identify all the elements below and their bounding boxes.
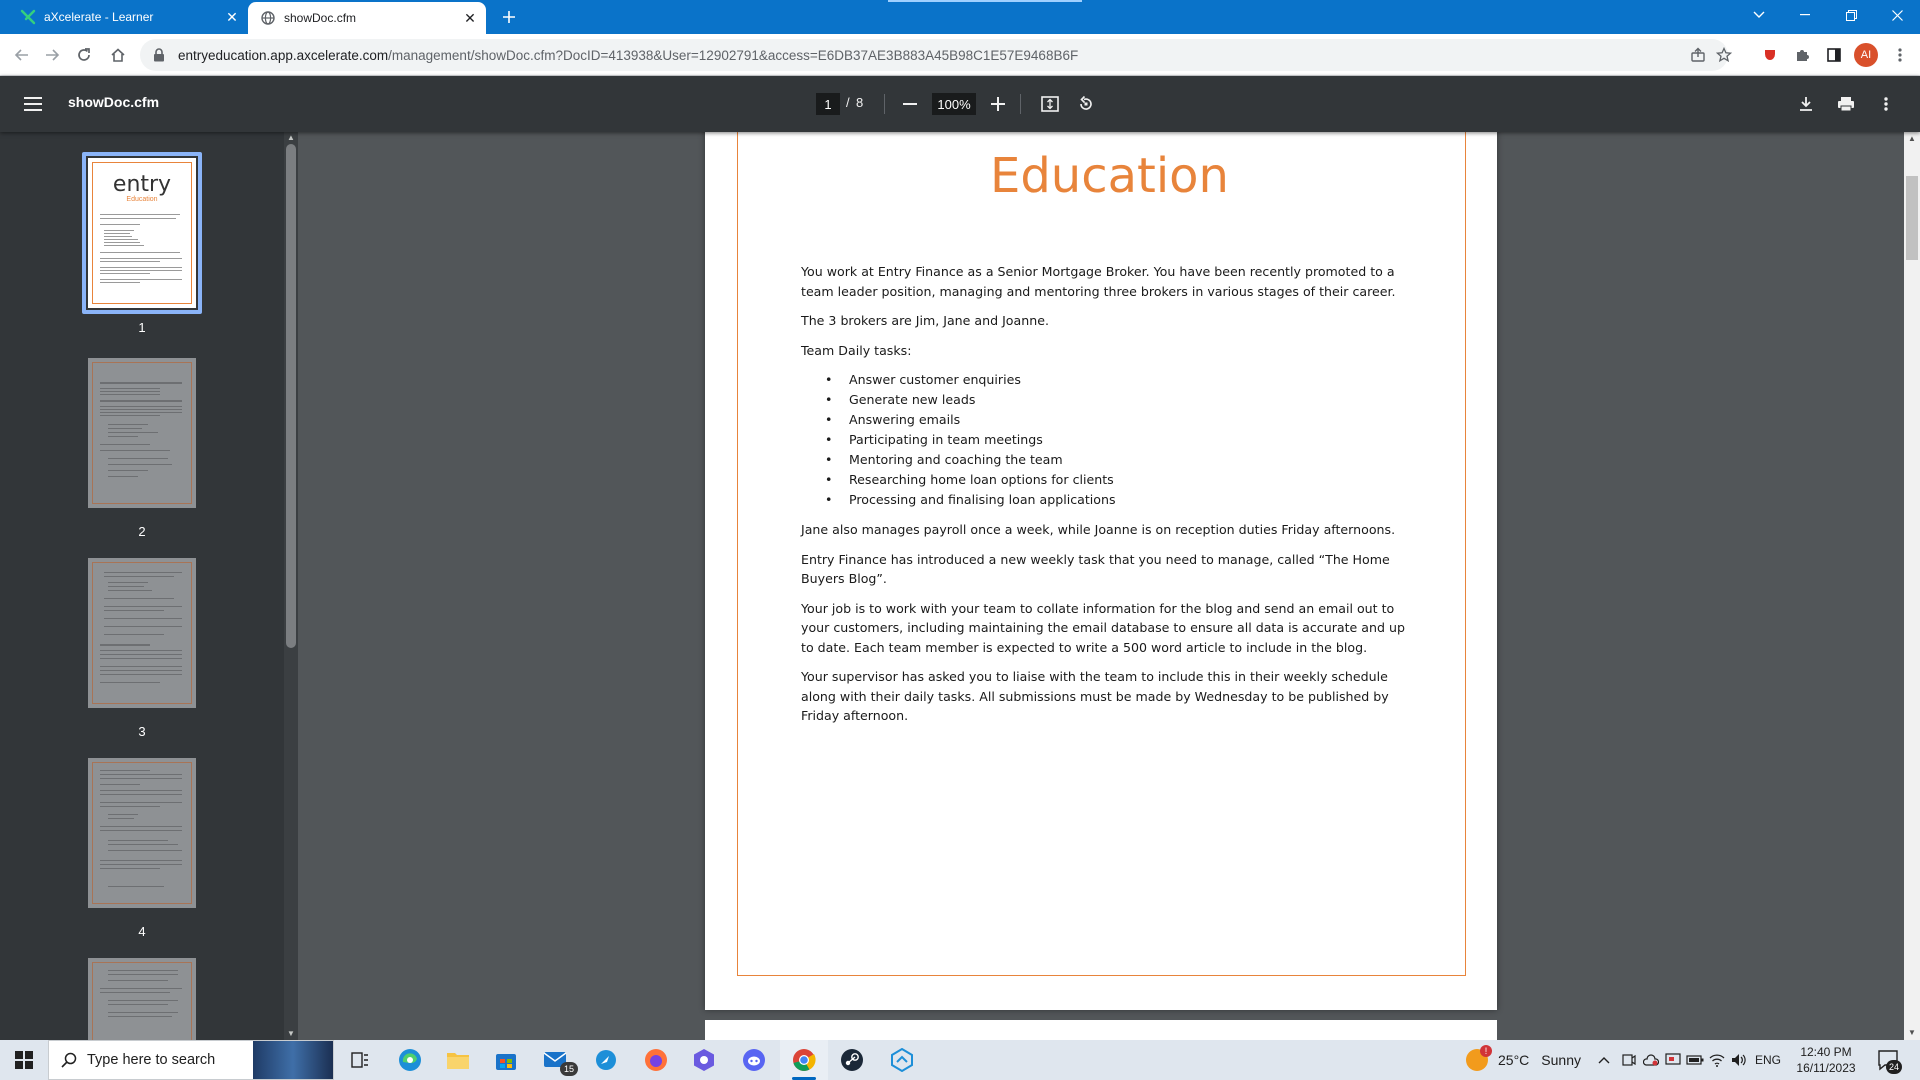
paragraph-blog-intro: Entry Finance has introduced a new weekly task that you need to manage, called “The Home Buyers Blog”. — [801, 551, 1390, 586]
thumbnail-page-3[interactable] — [88, 558, 196, 708]
close-icon[interactable]: ✕ — [464, 9, 476, 26]
paragraph-brokers: The 3 brokers are Jim, Jane and Joanne. — [801, 313, 1049, 328]
scroll-up-arrow-icon[interactable]: ▲ — [1908, 134, 1916, 143]
zoom-level-input[interactable]: 100% — [932, 93, 976, 115]
meet-now-icon[interactable] — [1618, 1040, 1640, 1080]
divider — [1020, 94, 1021, 114]
weather-widget[interactable] — [1466, 1040, 1581, 1080]
scroll-up-arrow-icon[interactable]: ▲ — [287, 133, 295, 142]
clock-date: 16/11/2023 — [1796, 1061, 1856, 1075]
tab-showdoc[interactable] — [248, 2, 486, 34]
thumbnail-number: 2 — [138, 524, 146, 539]
fit-to-page-icon[interactable] — [1036, 90, 1064, 118]
list-item: • Generate new leads — [849, 390, 1421, 410]
chrome-icon[interactable] — [780, 1040, 828, 1080]
reload-button[interactable] — [70, 41, 98, 69]
list-item: • Mentoring and coaching the team — [849, 450, 1421, 470]
pdf-more-menu-icon[interactable] — [1872, 90, 1900, 118]
restore-button[interactable] — [1828, 0, 1874, 30]
extension-shield-icon[interactable] — [1756, 41, 1784, 69]
thumbnail-page-5[interactable] — [88, 958, 196, 1040]
close-icon[interactable]: ✕ — [226, 8, 238, 25]
discord-icon[interactable] — [730, 1040, 778, 1080]
weather-condition: Sunny — [1541, 1052, 1581, 1068]
hamburger-menu-icon[interactable] — [20, 92, 46, 116]
document-title: showDoc.cfm — [68, 94, 160, 110]
paragraph-job: Your job is to work with your team to collate information for the blog and send an email out to your customers, including maintaining the email database to ensure all data is accurate and up to date. Each team member is expected to write a 500 word article to include in the blog. — [801, 600, 1405, 655]
paragraph-intro: You work at Entry Finance as a Senior Mortgage Broker. You have been recently promoted to a team leader position, managing and mentoring three brokers in various stages of their career. — [801, 264, 1396, 299]
home-button[interactable] — [104, 41, 132, 69]
thumbnail-page-2[interactable] — [88, 358, 196, 508]
list-item: • Researching home loan options for clients — [849, 470, 1421, 490]
main-scrollbar-track[interactable] — [1904, 132, 1920, 1040]
list-item: • Processing and finalising loan applications — [849, 490, 1421, 510]
globe-icon — [260, 10, 276, 26]
mail-icon[interactable] — [532, 1040, 580, 1080]
search-icon — [61, 1052, 77, 1068]
task-view-icon[interactable] — [336, 1040, 384, 1080]
star-icon[interactable] — [1710, 41, 1738, 69]
minimize-button[interactable] — [1782, 0, 1828, 30]
logo-subtitle: Education — [990, 148, 1229, 204]
tab-strip-highlight — [888, 0, 1082, 2]
paragraph-payroll: Jane also manages payroll once a week, while Joanne is on reception duties Friday afternoons. — [801, 522, 1396, 537]
show-hidden-icons-chevron-icon[interactable] — [1592, 1040, 1616, 1080]
windows-start-button[interactable] — [0, 1040, 48, 1080]
search-placeholder: Type here to search — [87, 1052, 216, 1068]
thumbnail-page-4[interactable] — [88, 758, 196, 908]
list-item: • Participating in team meetings — [849, 430, 1421, 450]
edge-browser-icon[interactable] — [386, 1040, 434, 1080]
url-path: /management/showDoc.cfm?DocID=413938&User=12902791&access=E6DB37AE3B883A45B98C1E57E9468B6F — [388, 47, 1079, 63]
zoom-in-button[interactable] — [984, 90, 1012, 118]
zoom-out-button[interactable] — [896, 90, 924, 118]
blue-app-icon[interactable] — [878, 1040, 926, 1080]
sun-icon — [1466, 1046, 1488, 1071]
url-host: entryeducation.app.axcelerate.com — [178, 47, 389, 63]
list-item: • Answering emails — [849, 410, 1421, 430]
volume-icon[interactable] — [1728, 1040, 1750, 1080]
share-icon[interactable] — [1684, 41, 1712, 69]
firefox-icon[interactable] — [632, 1040, 680, 1080]
rotate-icon[interactable] — [1072, 90, 1100, 118]
main-scrollbar-thumb[interactable] — [1906, 176, 1918, 260]
microsoft-store-icon[interactable] — [482, 1040, 530, 1080]
mail-badge: 15 — [560, 1062, 578, 1076]
task-list — [849, 370, 1421, 510]
document-body — [801, 262, 1421, 736]
page-number-input[interactable]: 1 — [816, 93, 840, 115]
steam-icon[interactable] — [828, 1040, 876, 1080]
url-text — [178, 48, 1078, 63]
notification-count: 24 — [1886, 1060, 1902, 1074]
onedrive-sync-icon[interactable] — [1640, 1040, 1662, 1080]
download-icon[interactable] — [1792, 90, 1820, 118]
display-icon[interactable] — [1662, 1040, 1684, 1080]
browser-tab-strip — [0, 0, 1920, 34]
new-tab-button[interactable] — [496, 4, 522, 30]
thumbnail-page-1[interactable] — [88, 158, 196, 308]
thumbnail-sidebar — [0, 132, 298, 1040]
list-item: • Answer customer enquiries — [849, 370, 1421, 390]
scroll-down-arrow-icon[interactable]: ▼ — [1908, 1028, 1916, 1037]
wifi-icon[interactable] — [1706, 1040, 1728, 1080]
page-separator: / — [846, 95, 850, 110]
pdf-viewer-toolbar — [0, 76, 1920, 132]
thumbnail-number: 3 — [138, 724, 146, 739]
browser-toolbar — [0, 34, 1920, 76]
taskbar-search-box[interactable] — [48, 1040, 334, 1080]
more-menu-icon[interactable] — [1886, 41, 1914, 69]
forward-button[interactable] — [38, 41, 66, 69]
print-icon[interactable] — [1832, 90, 1860, 118]
paragraph-tasks-heading: Team Daily tasks: — [801, 342, 912, 358]
thumbnail-logo: entry — [112, 172, 172, 197]
scroll-down-arrow-icon[interactable]: ▼ — [287, 1029, 295, 1038]
profile-avatar[interactable]: AI — [1854, 43, 1878, 67]
temperature: 25°C — [1498, 1052, 1530, 1068]
tab-title: aXcelerate - Learner — [44, 10, 154, 24]
paragraph-supervisor: Your supervisor has asked you to liaise with the team to include this in their weekly schedule along with their daily tasks. All submissions must be made by Wednesday to be published by Friday afternoon. — [801, 669, 1389, 723]
thumbnail-number: 1 — [138, 320, 146, 335]
extensions-puzzle-icon[interactable] — [1788, 41, 1816, 69]
pdf-page-1 — [705, 100, 1497, 1010]
side-panel-icon[interactable] — [1820, 41, 1848, 69]
divider — [884, 94, 885, 114]
clock-time: 12:40 PM — [1800, 1045, 1852, 1059]
search-highlight-image — [253, 1041, 333, 1079]
sidebar-scrollbar-thumb[interactable] — [286, 144, 296, 648]
back-button[interactable] — [8, 41, 36, 69]
hexagon-app-icon[interactable] — [680, 1040, 728, 1080]
thumbnail-number: 4 — [138, 924, 146, 939]
thumbnail-logo-sub: Education — [126, 196, 158, 203]
weather-alert-badge: ! — [1480, 1045, 1492, 1057]
messenger-app-icon[interactable] — [582, 1040, 630, 1080]
tab-axcelerate-learner[interactable] — [8, 0, 248, 34]
battery-icon[interactable] — [1684, 1040, 1706, 1080]
file-explorer-icon[interactable] — [434, 1040, 482, 1080]
tab-title: showDoc.cfm — [284, 11, 357, 25]
window-close-button[interactable] — [1874, 0, 1920, 30]
language-indicator[interactable]: ENG — [1754, 1053, 1781, 1067]
tab-search-chevron-icon[interactable] — [1736, 0, 1782, 30]
address-bar[interactable] — [140, 39, 1728, 71]
windows-taskbar — [0, 1040, 1920, 1080]
notification-center-icon[interactable] — [1876, 1048, 1900, 1072]
lock-icon[interactable] — [152, 48, 166, 62]
axcelerate-favicon-icon — [20, 9, 36, 25]
page-total: 8 — [856, 95, 864, 110]
taskbar-clock[interactable] — [1786, 1044, 1866, 1076]
